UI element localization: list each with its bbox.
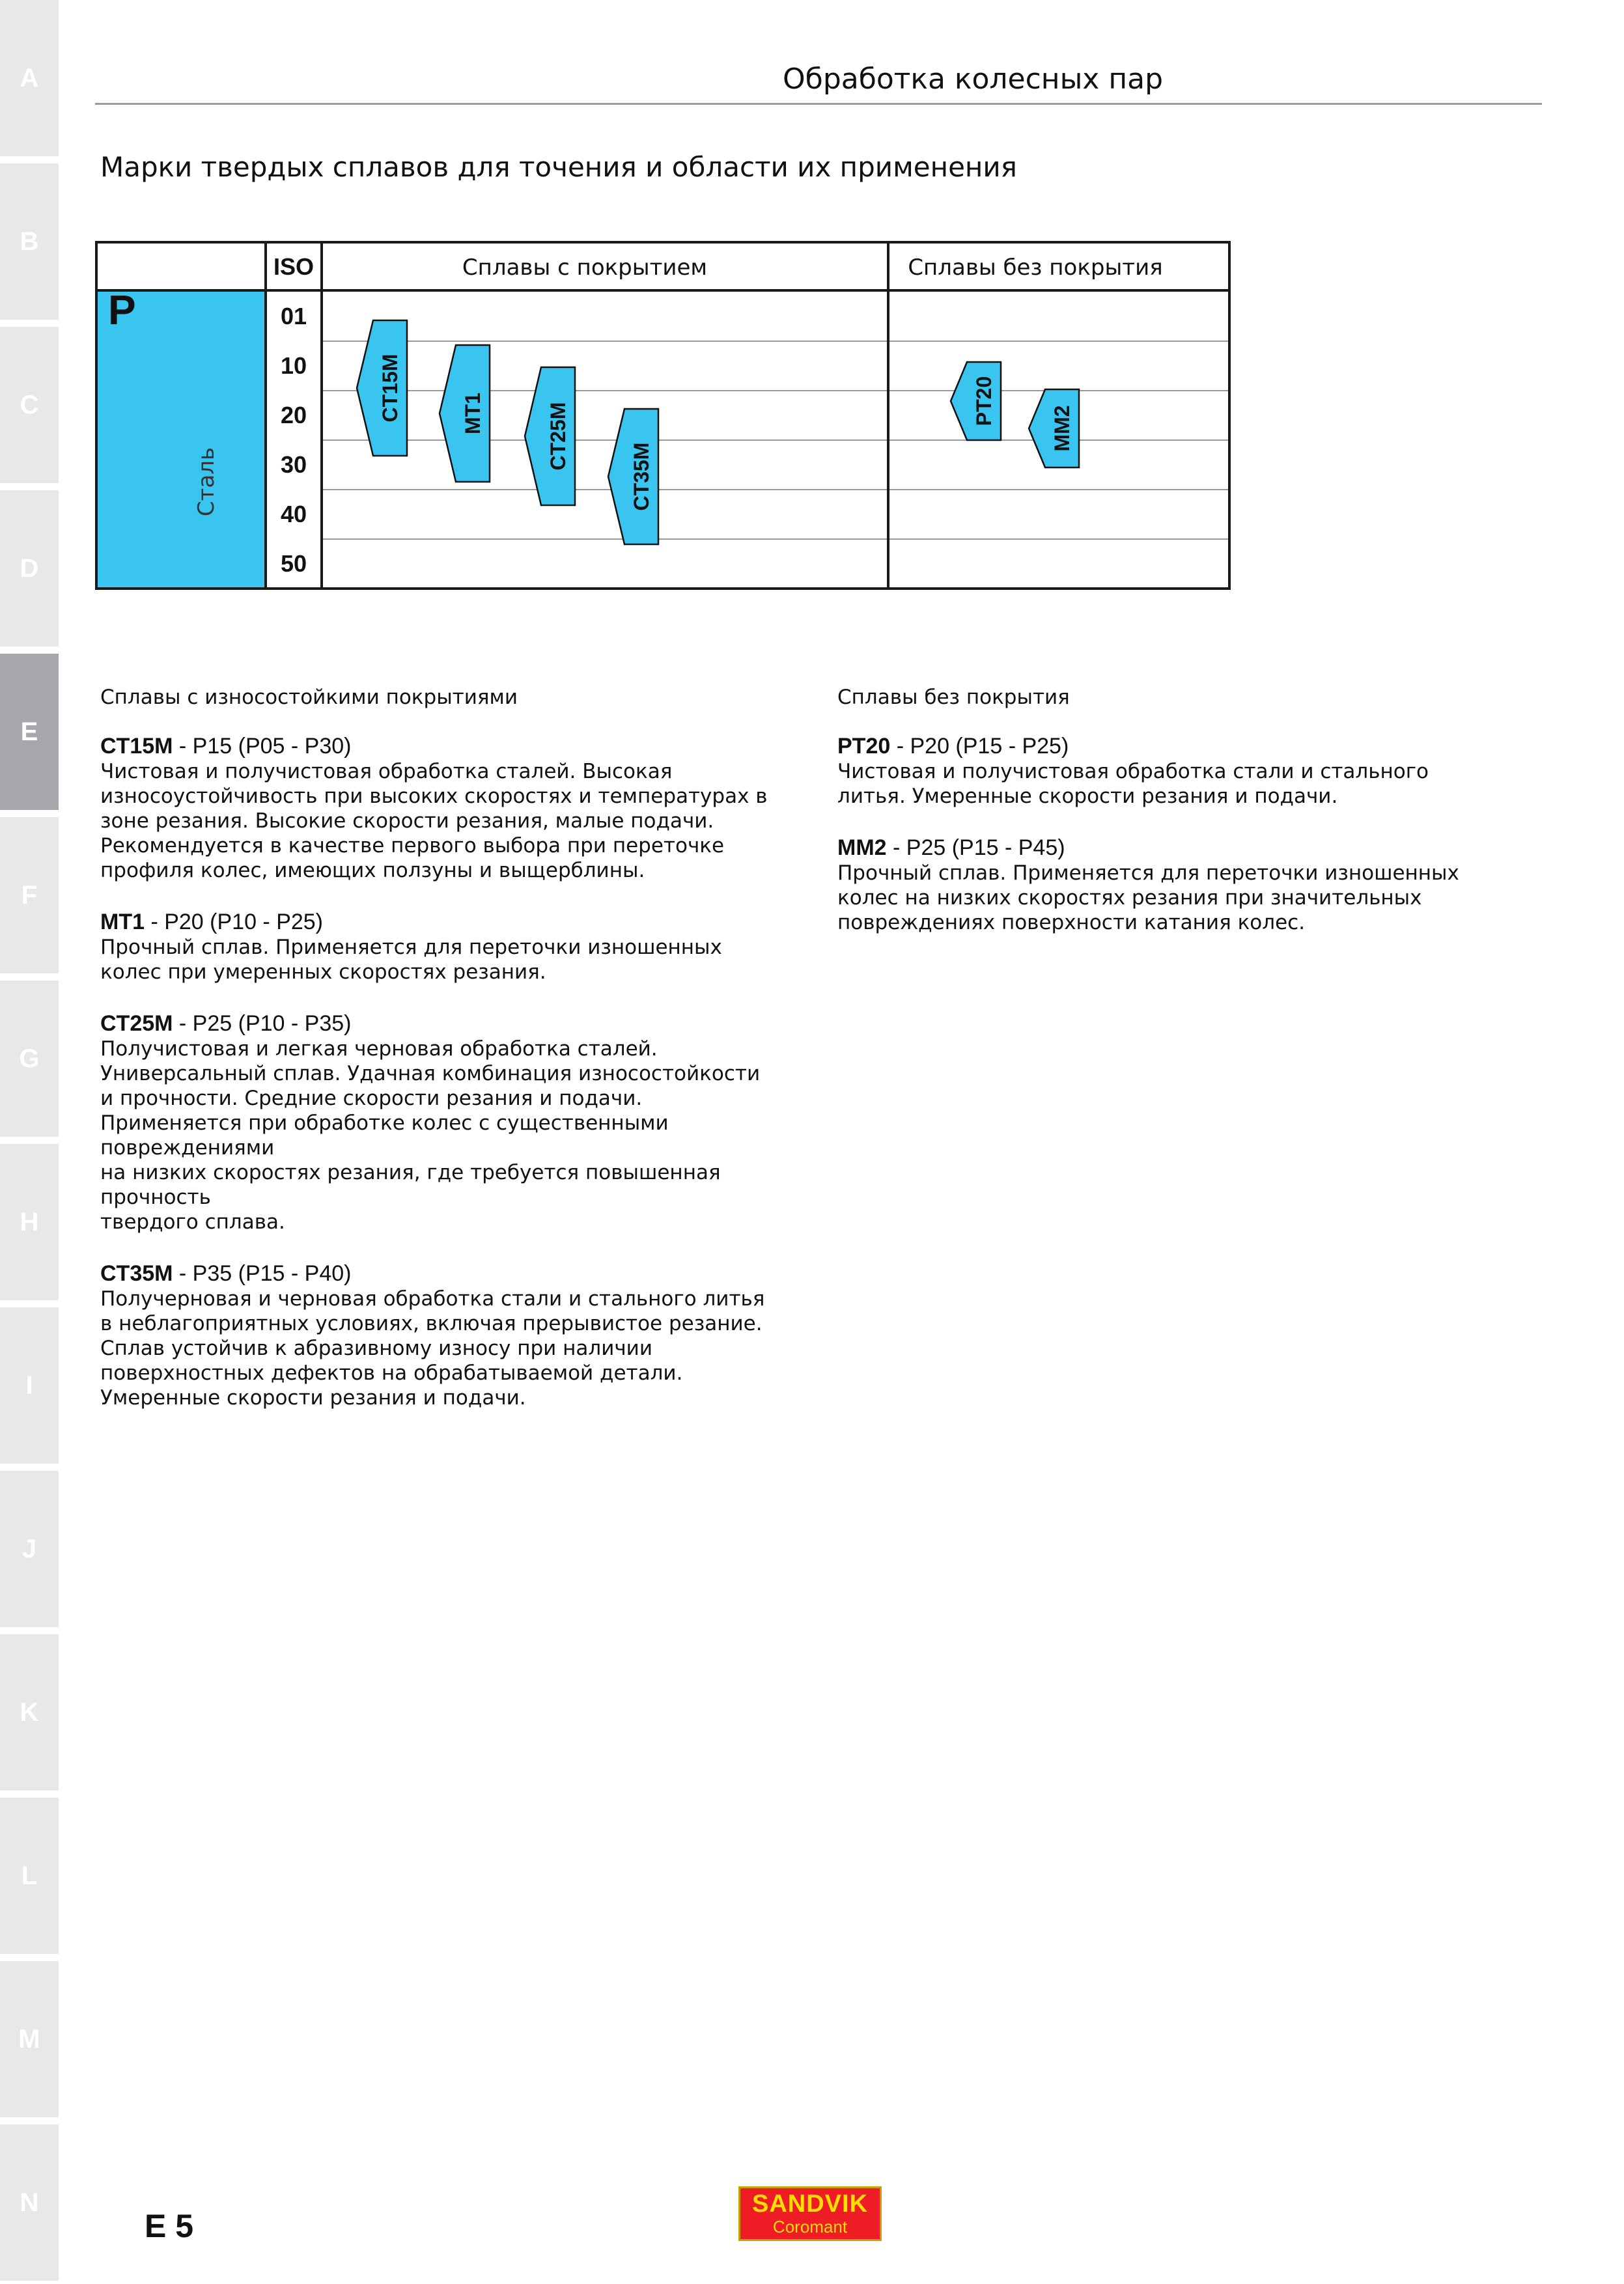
tab-label: K <box>20 1697 39 1727</box>
coated-grades-description <box>100 685 830 1436</box>
grade-heading <box>100 909 830 935</box>
description-line: Получерновая и черновая обработка стали и стального литья <box>100 1287 765 1311</box>
tab-k[interactable] <box>0 1634 59 1790</box>
tab-b[interactable] <box>0 163 59 320</box>
material-label: Сталь <box>193 447 219 517</box>
tab-label: F <box>21 880 38 910</box>
description-line: Прочный сплав. Применяется для переточки изношенных <box>100 936 722 959</box>
grade-range: - P15 (P05 - P30) <box>173 734 352 759</box>
grade-range: - P20 (P15 - P25) <box>890 734 1069 759</box>
uncoated-grades-description <box>837 685 1489 961</box>
tab-i[interactable] <box>0 1307 59 1464</box>
grade-description-ct25m <box>100 1010 830 1234</box>
tab-label: M <box>18 2024 40 2054</box>
grade-label-ct35m: CT35M <box>630 442 653 511</box>
logo-subtitle: Coromant <box>772 2217 848 2236</box>
section-heading: Сплавы с износостойкими покрытиями <box>100 686 518 709</box>
section-tabs <box>0 0 59 2284</box>
tab-label: D <box>20 553 39 583</box>
logo-wordmark: SANDVIK <box>751 2190 869 2218</box>
tab-a[interactable] <box>0 0 59 156</box>
tab-label: H <box>20 1207 39 1236</box>
coated-header: Сплавы с покрытием <box>462 255 708 281</box>
description-line: литья. Умеренные скорости резания и подачи. <box>837 785 1338 808</box>
grade-range: - P35 (P15 - P40) <box>173 1261 352 1286</box>
tab-f[interactable] <box>0 817 59 973</box>
grade-code: CT15M <box>100 734 173 759</box>
tab-j[interactable] <box>0 1471 59 1627</box>
description-line: Получистовая и легкая черновая обработка сталей. <box>100 1037 658 1061</box>
tab-l[interactable] <box>0 1798 59 1954</box>
description-line: на низких скоростях резания, где требуется повышенная прочность <box>100 1161 721 1209</box>
tab-label: G <box>19 1044 40 1073</box>
description-line: поверхностных дефектов на обрабатываемой детали. <box>100 1361 683 1385</box>
iso-value: 40 <box>280 501 307 527</box>
grade-heading <box>100 1260 830 1287</box>
description-line: колес на низких скоростях резания при значительных <box>837 886 1422 910</box>
grade-label-pt20: PT20 <box>972 376 996 426</box>
grade-code: PT20 <box>837 734 891 759</box>
iso-value: 30 <box>280 451 307 478</box>
description-line: Универсальный сплав. Удачная комбинация износостойкости <box>100 1062 761 1085</box>
grade-description-ct15m <box>100 733 830 883</box>
grade-description-pt20 <box>837 733 1489 809</box>
grade-heading <box>100 1010 830 1037</box>
header-divider <box>95 103 1542 105</box>
sandvik-coromant-logo <box>738 2186 882 2241</box>
iso-value: 20 <box>280 402 307 428</box>
grade-heading <box>837 835 1489 861</box>
tab-label: J <box>21 1534 37 1563</box>
grades-application-table <box>95 241 1232 590</box>
header-title: Обработка колесных пар <box>783 63 1163 96</box>
grade-range: - P20 (P10 - P25) <box>145 910 324 934</box>
tab-label: E <box>20 717 38 746</box>
grade-label-mt1: MT1 <box>461 393 484 434</box>
description-line: профиля колес, имеющих ползуны и выщерблины. <box>100 859 645 882</box>
description-line: Умеренные скорости резания и подачи. <box>100 1386 526 1410</box>
tab-label: B <box>20 227 39 256</box>
description-line: в неблагоприятных условиях, включая прерывистое резание. <box>100 1312 763 1335</box>
grade-range: - P25 (P15 - P45) <box>886 835 1065 860</box>
iso-value: 10 <box>280 352 307 379</box>
description-line: повреждениях поверхности катания колес. <box>837 911 1306 934</box>
iso-label: ISO <box>273 253 315 280</box>
tab-label: C <box>20 390 39 419</box>
description-line: колес при умеренных скоростях резания. <box>100 960 546 984</box>
description-line: и прочности. Средние скорости резания и подачи. <box>100 1087 643 1110</box>
description-line: Чистовая и получистовая обработка сталей. Высокая <box>100 760 673 783</box>
grade-range: - P25 (P10 - P35) <box>173 1011 352 1036</box>
grade-code: CT35M <box>100 1261 173 1286</box>
tab-e[interactable] <box>0 654 59 810</box>
material-group-cell <box>95 290 266 589</box>
section-heading: Сплавы без покрытия <box>837 686 1070 709</box>
tab-d[interactable] <box>0 490 59 647</box>
page-number: E 5 <box>145 2208 194 2244</box>
page-title: Марки твердых сплавов для точения и области их применения <box>100 151 1017 183</box>
grade-heading <box>837 733 1489 759</box>
tab-g[interactable] <box>0 981 59 1137</box>
grade-label-ct15m: CT15M <box>378 354 402 423</box>
description-line: Сплав устойчив к абразивному износу при наличии <box>100 1337 652 1360</box>
tab-n[interactable] <box>0 2124 59 2281</box>
grade-label-mm2: MM2 <box>1050 405 1074 452</box>
description-line: Рекомендуется в качестве первого выбора при переточке <box>100 834 725 857</box>
grade-description-mm2 <box>837 835 1489 935</box>
uncoated-header: Сплавы без покрытия <box>908 255 1163 281</box>
tab-label: I <box>25 1371 33 1400</box>
grade-description-ct35m <box>100 1260 830 1410</box>
description-line: зоне резания. Высокие скорости резания, малые подачи. <box>100 809 714 833</box>
iso-value: 01 <box>280 303 307 329</box>
description-line: Прочный сплав. Применяется для переточки изношенных <box>837 861 1459 885</box>
tab-h[interactable] <box>0 1144 59 1300</box>
grade-label-ct25m: CT25M <box>546 402 570 471</box>
iso-value: 50 <box>280 550 307 577</box>
grade-heading <box>100 733 830 759</box>
group-letter: P <box>108 286 136 333</box>
tab-label: L <box>21 1861 38 1890</box>
description-line: Применяется при обработке колес с существенными повреждениями <box>100 1111 669 1160</box>
grade-code: MM2 <box>837 835 887 860</box>
tab-label: A <box>20 63 39 92</box>
description-line: твердого сплава. <box>100 1210 285 1234</box>
grade-code: CT25M <box>100 1011 173 1036</box>
description-line: износоустойчивость при высоких скоростях и температурах в <box>100 785 768 808</box>
grade-description-mt1 <box>100 909 830 984</box>
description-line: Чистовая и получистовая обработка стали и стального <box>837 760 1429 783</box>
tab-m[interactable] <box>0 1961 59 2117</box>
tab-c[interactable] <box>0 327 59 483</box>
tab-label: N <box>20 2188 39 2217</box>
grade-code: MT1 <box>100 910 145 934</box>
